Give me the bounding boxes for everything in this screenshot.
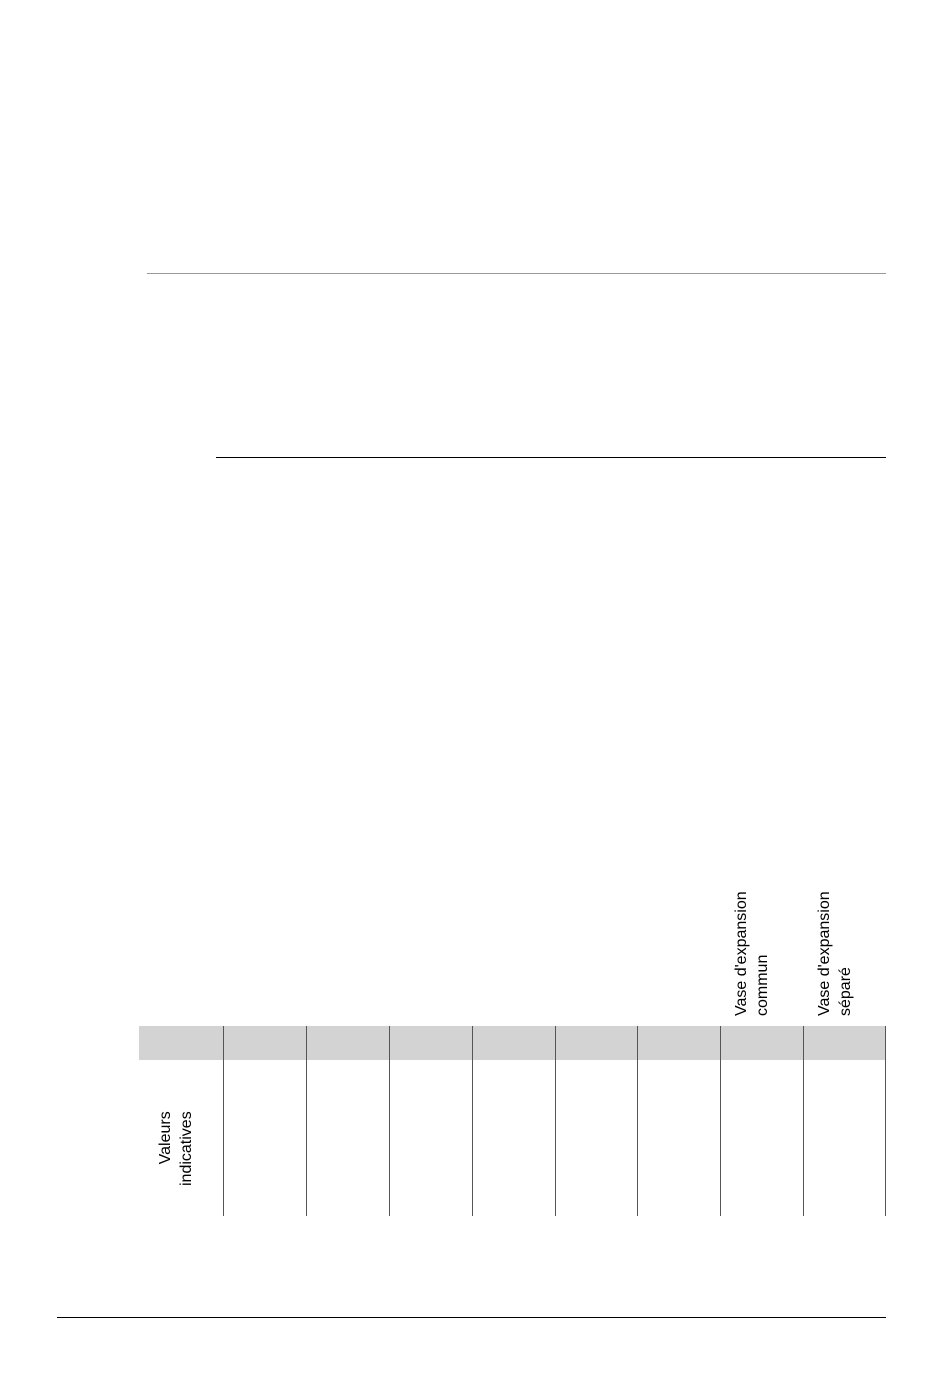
- section-divider: [216, 457, 886, 458]
- table-header-band: [139, 1026, 886, 1060]
- column-divider: [389, 1026, 390, 1216]
- top-divider: [147, 273, 886, 274]
- values-table: [139, 1026, 886, 1216]
- column-header-line: Vase d'expansion: [733, 891, 750, 1016]
- column-header-line: séparé: [837, 967, 854, 1016]
- footer-divider: [57, 1317, 886, 1318]
- column-divider: [720, 1026, 721, 1216]
- column-divider: [637, 1026, 638, 1216]
- column-divider: [472, 1026, 473, 1216]
- column-divider: [803, 1026, 804, 1216]
- column-divider: [555, 1026, 556, 1216]
- column-header-line: Vase d'expansion: [816, 891, 833, 1016]
- column-divider: [885, 1026, 886, 1216]
- column-divider: [223, 1026, 224, 1216]
- column-header-vase-separe: [814, 891, 856, 1016]
- row-label-line: Valeurs: [157, 1111, 174, 1165]
- column-divider: [306, 1026, 307, 1216]
- column-header-line: commun: [754, 954, 771, 1016]
- column-header-vase-commun: [731, 891, 773, 1016]
- row-label-line: indicatives: [178, 1111, 195, 1186]
- row-label-valeurs-indicatives: [155, 1111, 197, 1186]
